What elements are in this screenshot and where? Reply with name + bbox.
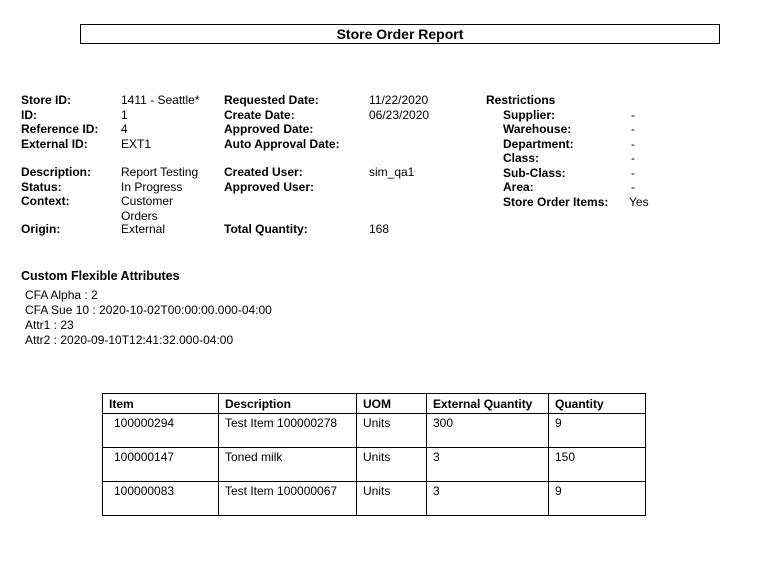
- cell-uom: Units: [357, 482, 427, 516]
- col-header-description: Description: [219, 394, 357, 414]
- restriction-department-label: Department:: [503, 136, 574, 151]
- status-value: In Progress: [121, 179, 183, 194]
- auto-approval-date-value: [369, 137, 429, 152]
- restriction-warehouse-value: -: [631, 122, 635, 136]
- cfa-title: Custom Flexible Attributes: [21, 269, 180, 283]
- restriction-store-order-items-label: Store Order Items:: [503, 194, 609, 209]
- col-header-uom: UOM: [357, 394, 427, 414]
- create-date-value: 06/23/2020: [369, 107, 430, 122]
- restriction-warehouse-label: Warehouse:: [503, 122, 572, 136]
- cell-quantity: 9: [549, 414, 646, 448]
- cell-item: 100000147: [103, 448, 219, 482]
- cell-description: Toned milk: [219, 448, 357, 482]
- origin-label: Origin:: [21, 222, 61, 236]
- id-label: ID:: [21, 107, 37, 122]
- cell-description: Test Item 100000278: [219, 414, 357, 448]
- table-header-row: [103, 394, 646, 414]
- restriction-subclass-label: Sub-Class:: [503, 165, 566, 180]
- header-values-col1b: [121, 165, 198, 223]
- restriction-area-label: Area:: [503, 180, 534, 194]
- description-label: Description:: [21, 165, 92, 179]
- cfa-list: [25, 288, 272, 348]
- cell-external-quantity: 3: [427, 448, 549, 482]
- context-value-line1: Customer: [121, 194, 174, 208]
- created-user-label: Created User:: [224, 165, 303, 179]
- header-labels-col2: [224, 93, 340, 151]
- origin-value: External: [121, 222, 166, 236]
- cfa-item: CFA Sue 10 : 2020-10-02T00:00:00.000-04:00: [25, 303, 272, 317]
- status-label: Status:: [21, 179, 62, 194]
- cell-uom: Units: [357, 448, 427, 482]
- id-value: 1: [121, 107, 128, 122]
- restriction-department-value: -: [631, 136, 635, 151]
- table-row: [103, 448, 646, 482]
- restrictions-labels: [503, 108, 608, 210]
- approved-user-value: [369, 180, 414, 195]
- restrictions-values: [629, 108, 649, 210]
- cell-external-quantity: 3: [427, 482, 549, 516]
- cell-item: 100000083: [103, 482, 219, 516]
- col-header-item: Item: [103, 394, 219, 414]
- restriction-supplier-value: -: [631, 107, 635, 122]
- table-row: [103, 482, 646, 516]
- restriction-class-value: -: [631, 151, 635, 165]
- external-id-value: EXT1: [121, 136, 152, 151]
- table-row: [103, 414, 646, 448]
- cfa-item: Attr1 : 23: [25, 318, 74, 332]
- restriction-area-value: -: [631, 180, 635, 194]
- cell-quantity: 150: [549, 448, 646, 482]
- items-table: [102, 393, 646, 516]
- header-labels-col1: [21, 93, 98, 151]
- requested-date-value: 11/22/2020: [369, 93, 429, 107]
- header-values-col1: [121, 93, 200, 151]
- header-labels-col1b: [21, 165, 91, 209]
- requested-date-label: Requested Date:: [224, 93, 319, 107]
- total-quantity-value: 168: [369, 222, 390, 236]
- report-title: Store Order Report: [80, 24, 720, 44]
- auto-approval-date-label: Auto Approval Date:: [224, 136, 340, 151]
- reference-id-value: 4: [121, 122, 128, 136]
- restriction-class-label: Class:: [503, 151, 540, 165]
- cell-quantity: 9: [549, 482, 646, 516]
- cell-item: 100000294: [103, 414, 219, 448]
- col-header-quantity: Quantity: [549, 394, 646, 414]
- create-date-label: Create Date:: [224, 107, 295, 122]
- external-id-label: External ID:: [21, 136, 88, 151]
- cell-uom: Units: [357, 414, 427, 448]
- approved-date-value: [369, 122, 429, 137]
- approved-user-label: Approved User:: [224, 179, 315, 194]
- context-label: Context:: [21, 194, 70, 208]
- restriction-supplier-label: Supplier:: [503, 107, 556, 122]
- restriction-subclass-value: -: [631, 165, 635, 180]
- context-value-line2: Orders: [121, 208, 158, 223]
- store-id-value: 1411 - Seattle*: [121, 93, 200, 107]
- description-value: Report Testing: [121, 165, 199, 179]
- header-values-col2b: [369, 165, 414, 194]
- header-labels-col2b: [224, 165, 314, 194]
- reference-id-label: Reference ID:: [21, 122, 99, 136]
- approved-date-label: Approved Date:: [224, 122, 314, 136]
- cfa-item: Attr2 : 2020-09-10T12:41:32.000-04:00: [25, 333, 234, 347]
- total-quantity-label: Total Quantity:: [224, 222, 308, 236]
- cfa-item: CFA Alpha : 2: [25, 288, 98, 302]
- header-values-col2: [369, 93, 429, 151]
- created-user-value: sim_qa1: [369, 165, 415, 179]
- store-id-label: Store ID:: [21, 93, 72, 107]
- cell-external-quantity: 300: [427, 414, 549, 448]
- restrictions-title: Restrictions: [486, 93, 556, 107]
- restriction-store-order-items-value: Yes: [629, 194, 649, 209]
- col-header-external-quantity: External Quantity: [427, 394, 549, 414]
- cell-description: Test Item 100000067: [219, 482, 357, 516]
